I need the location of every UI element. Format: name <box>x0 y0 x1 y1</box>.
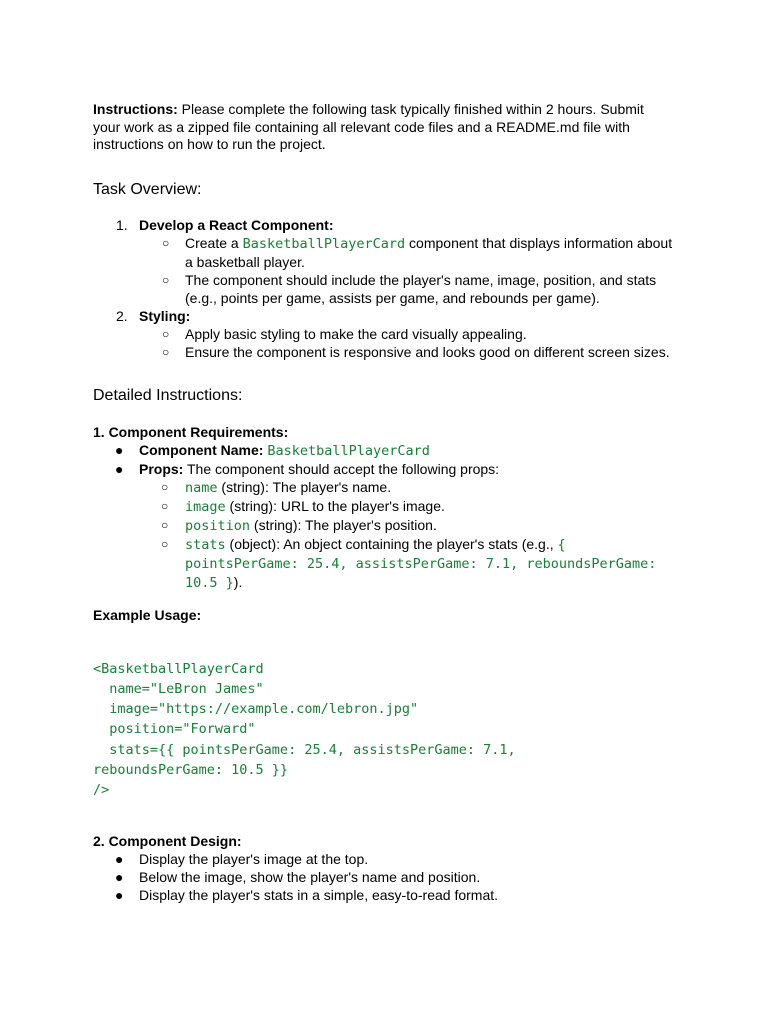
task-item-2 <box>93 307 673 361</box>
task-subitem <box>139 343 673 361</box>
task-number: 1. <box>116 216 128 233</box>
intro-label: Instructions: <box>93 101 178 117</box>
task-title: Develop a React Component: <box>139 216 334 233</box>
prop-text: (object): An object containing the player's stats (e.g., <box>225 535 558 552</box>
task-subitem <box>139 234 673 271</box>
prop-text: (string): The player's name. <box>217 478 392 495</box>
circle-bullet-icon: ○ <box>161 498 169 513</box>
design-list <box>93 850 673 904</box>
disc-bullet-icon: ● <box>115 441 124 458</box>
component-name-label: Component Name: <box>139 441 264 458</box>
intro-paragraph <box>93 101 673 154</box>
prop-code: stats <box>185 536 226 553</box>
prop-item <box>139 478 673 497</box>
disc-bullet-icon: ● <box>115 850 124 867</box>
prop-item <box>139 516 673 535</box>
task-sublist <box>139 325 673 361</box>
subitem-text: Create a <box>185 234 243 251</box>
circle-bullet-icon: ○ <box>162 326 170 341</box>
component-requirements-heading: 1. Component Requirements: <box>93 423 289 440</box>
disc-bullet-icon: ● <box>115 886 124 903</box>
task-subitem <box>139 271 673 307</box>
task-overview-heading: Task Overview: <box>93 180 202 198</box>
design-item <box>93 868 673 886</box>
task-title: Styling: <box>139 307 191 324</box>
subitem-text: Ensure the component is responsive and looks good on different screen sizes. <box>185 343 670 360</box>
prop-text: ). <box>233 573 243 590</box>
example-code-block: <BasketballPlayerCard name="LeBron James" image="https://example.com/lebron.jpg" position="Forward" stats={{ pointsPerGame: 25.4, assistsPerGame: 7.1, reboundsPerGame: 10.5 }} /> <box>93 660 516 799</box>
requirements-list <box>93 441 673 592</box>
design-item <box>93 886 673 904</box>
prop-code: name <box>185 479 218 496</box>
circle-bullet-icon: ○ <box>162 344 170 359</box>
prop-code: position <box>185 517 251 534</box>
subitem-text: The component should include the player's name, image, position, and stats (e.g., points per game, assists per game, and rebounds per game). <box>185 271 657 306</box>
circle-bullet-icon: ○ <box>161 517 169 532</box>
prop-item <box>139 535 673 592</box>
design-text: Display the player's stats in a simple, easy-to-read format. <box>139 886 499 903</box>
disc-bullet-icon: ● <box>115 868 124 885</box>
stats-example-code: { pointsPerGame: 25.4, assistsPerGame: 7.1, reboundsPerGame: 10.5 } <box>185 536 657 591</box>
prop-text: (string): URL to the player's image. <box>225 497 445 514</box>
prop-code: image <box>185 498 226 515</box>
intro-text: Please complete the following task typically finished within 2 hours. Submit your work as a zipped file containing all relevant code files and a README.md file with instructions on how to run the project. <box>93 101 644 152</box>
inline-code: BasketballPlayerCard <box>242 235 406 252</box>
prop-item <box>139 497 673 516</box>
props-label: Props: <box>139 460 184 477</box>
design-item <box>93 850 673 868</box>
disc-bullet-icon: ● <box>115 460 124 477</box>
task-number: 2. <box>116 307 128 324</box>
component-design-heading: 2. Component Design: <box>93 832 242 849</box>
circle-bullet-icon: ○ <box>162 272 170 287</box>
detailed-instructions-heading: Detailed Instructions: <box>93 386 243 404</box>
task-sublist <box>139 234 673 307</box>
component-name-code: BasketballPlayerCard <box>267 442 430 459</box>
props-list <box>139 478 673 592</box>
prop-text: (string): The player's position. <box>250 516 437 533</box>
task-item-1 <box>93 216 673 307</box>
requirement-item <box>93 441 673 460</box>
requirement-item <box>93 460 673 592</box>
task-subitem <box>139 325 673 343</box>
task-list <box>93 216 673 361</box>
subitem-text: Apply basic styling to make the card visually appealing. <box>185 325 527 342</box>
props-text: The component should accept the following props: <box>183 460 500 477</box>
example-usage-heading: Example Usage: <box>93 606 202 623</box>
design-text: Below the image, show the player's name and position. <box>139 868 481 885</box>
circle-bullet-icon: ○ <box>161 479 169 494</box>
circle-bullet-icon: ○ <box>161 536 169 551</box>
document-page <box>93 101 673 904</box>
design-text: Display the player's image at the top. <box>139 850 369 867</box>
circle-bullet-icon: ○ <box>162 235 170 250</box>
subitem-text: component that displays information about a basketball player. <box>185 234 673 270</box>
